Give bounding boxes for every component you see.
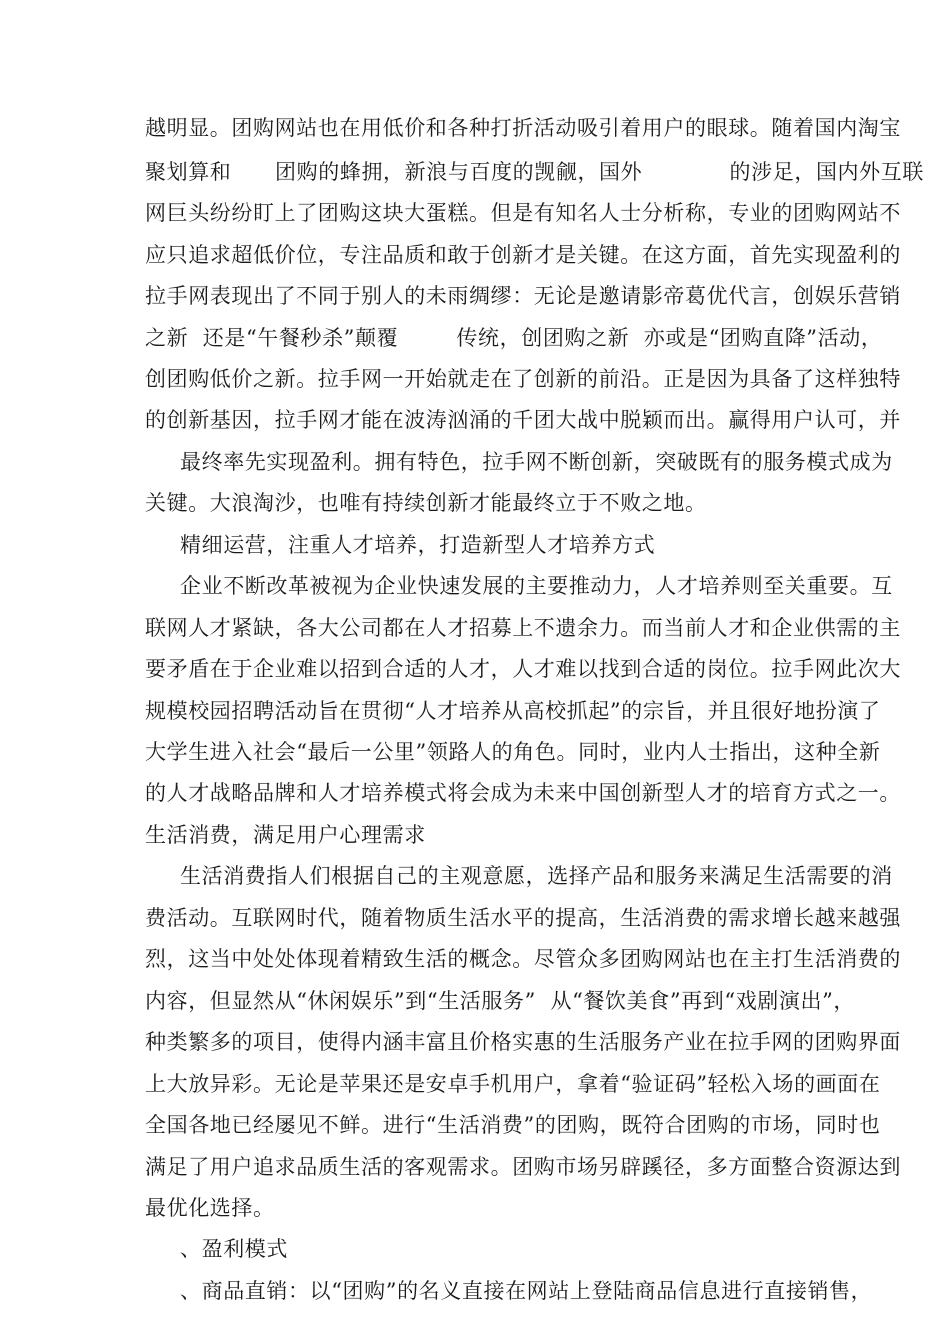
section-heading: 、盈利模式 <box>180 1237 288 1261</box>
text-line: 种类繁多的项目，使得内涵丰富且价格实惠的生活服务产业在拉手网的团购界面 <box>145 1030 901 1054</box>
text-line: 的创新基因，拉手网才能在波涛汹涌的千团大战中脱颖而出。赢得用户认可，并 <box>145 408 901 432</box>
text-line: 网巨头纷纷盯上了团购这块大蛋糕。但是有知名人士分析称，专业的团购网站不 <box>145 201 901 225</box>
text-line: 规模校园招聘活动旨在贯彻“人才培养从高校抓起”的宗旨，并且很好地扮演了 <box>145 699 881 723</box>
text-line: 企业不断改革被视为企业快速发展的主要推动力，人才培养则至关重要。互 <box>180 574 893 598</box>
text-line: 满足了用户追求品质生活的客观需求。团购市场另辟蹊径，多方面整合资源达到 <box>145 1155 901 1179</box>
text-line: 应只追求超低价位，专注品质和敢于创新才是关键。在这方面，首先实现盈利的 <box>145 243 901 267</box>
text-line: 费活动。互联网时代，随着物质生活水平的提高，生活消费的需求增长越来越强 <box>145 906 901 930</box>
text-line: 大学生进入社会“最后一公里”领路人的角色。同时，业内人士指出，这种全新 <box>145 740 881 764</box>
text-line: 的人才战略品牌和人才培养模式将会成为未来中国创新型人才的培育方式之一。 <box>145 781 901 805</box>
text-line: 之新 还是“午餐秒杀”颠覆 传统，创团购之新 亦或是“团购直降”活动， <box>145 326 883 350</box>
text-line: 最优化选择。 <box>145 1196 275 1220</box>
text-line: 聚划算和 团购的蜂拥，新浪与百度的觊觎，国外 的涉足，国内外互联 <box>145 160 924 184</box>
text-line: 生活消费指人们根据自己的主观意愿，选择产品和服务来满足生活需要的消 <box>180 864 893 888</box>
text-line: 要矛盾在于企业难以招到合适的人才，人才难以找到合适的岗位。拉手网此次大 <box>145 657 901 681</box>
text-line: 关键。大浪淘沙，也唯有持续创新才能最终立于不败之地。 <box>145 491 707 515</box>
text-line: 上大放异彩。无论是苹果还是安卓手机用户，拿着“验证码”轻松入场的画面在 <box>145 1072 881 1096</box>
text-line: 、商品直销：以“团购”的名义直接在网站上登陆商品信息进行直接销售， <box>180 1279 873 1303</box>
text-line: 全国各地已经屡见不鲜。进行“生活消费”的团购，既符合团购的市场，同时也 <box>145 1113 881 1137</box>
text-line: 创团购低价之新。拉手网一开始就走在了创新的前沿。正是因为具备了这样独特 <box>145 367 901 391</box>
text-line: 烈，这当中处处体现着精致生活的概念。尽管众多团购网站也在主打生活消费的 <box>145 947 901 971</box>
text-line: 拉手网表现出了不同于别人的未雨绸缪：无论是邀请影帝葛优代言，创娱乐营销 <box>145 284 901 308</box>
text-line: 联网人才紧缺，各大公司都在人才招募上不遗余力。而当前人才和企业供需的主 <box>145 616 901 640</box>
text-line: 最终率先实现盈利。拥有特色，拉手网不断创新，突破既有的服务模式成为 <box>180 450 893 474</box>
text-line: 越明显。团购网站也在用低价和各种打折活动吸引着用户的眼球。随着国内淘宝 <box>145 116 901 140</box>
section-heading: 精细运营，注重人才培养，打造新型人才培养方式 <box>180 533 656 557</box>
text-line: 内容，但显然从“休闲娱乐”到“生活服务” 从“餐饮美食”再到“戏剧演出”， <box>145 989 856 1013</box>
section-heading: 生活消费，满足用户心理需求 <box>145 823 426 847</box>
